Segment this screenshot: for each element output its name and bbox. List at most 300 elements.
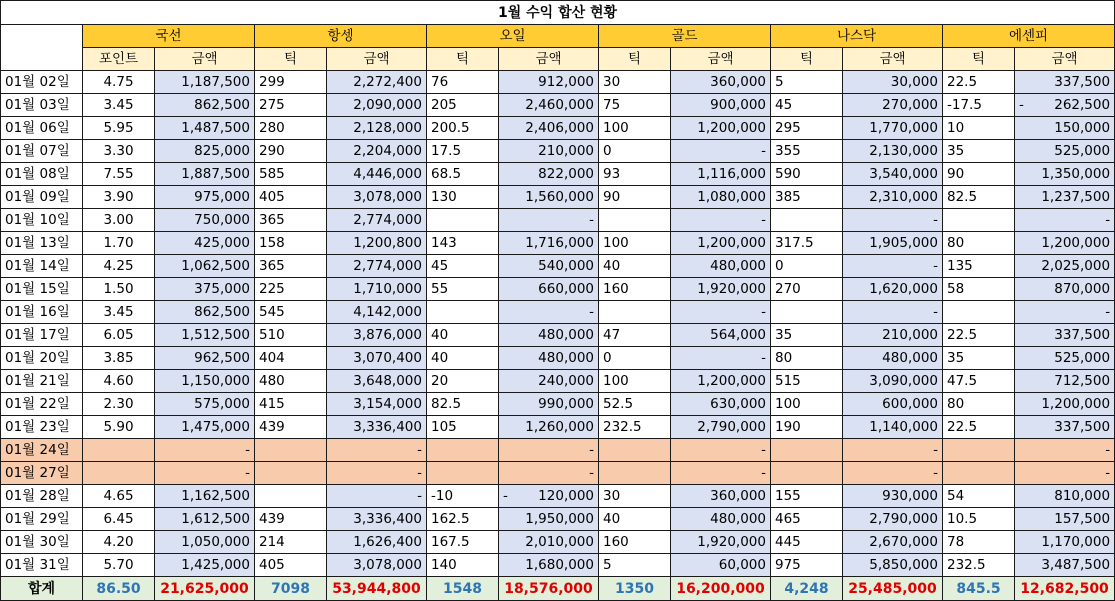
tick-cell[interactable]: 515 <box>771 370 843 393</box>
tick-cell[interactable]: 299 <box>255 71 327 94</box>
tick-cell[interactable] <box>427 209 499 232</box>
tick-cell[interactable]: 90 <box>599 186 671 209</box>
tick-cell[interactable]: 22.5 <box>943 71 1015 94</box>
point-cell[interactable]: 6.45 <box>83 508 155 531</box>
amount-header[interactable]: 금액 <box>155 48 255 71</box>
date-cell[interactable]: 01월 03일 <box>1 94 83 117</box>
tick-cell[interactable] <box>255 439 327 462</box>
amount-cell[interactable] <box>327 71 427 94</box>
amount-cell[interactable] <box>671 186 771 209</box>
amount-cell[interactable] <box>843 71 943 94</box>
tick-cell[interactable]: 40 <box>599 508 671 531</box>
tick-cell[interactable] <box>771 301 843 324</box>
amount-cell[interactable] <box>1015 71 1115 94</box>
amount-cell[interactable] <box>671 232 771 255</box>
amount-cell[interactable] <box>327 324 427 347</box>
date-cell[interactable]: 01월 13일 <box>1 232 83 255</box>
amount-cell[interactable] <box>327 209 427 232</box>
tick-cell[interactable]: 385 <box>771 186 843 209</box>
tick-cell[interactable]: 10 <box>943 117 1015 140</box>
total-ticks[interactable]: 1548 <box>427 577 499 601</box>
amount-cell[interactable] <box>499 508 599 531</box>
tick-cell[interactable]: 405 <box>255 186 327 209</box>
group-header[interactable]: 항셍 <box>255 25 427 48</box>
amount-cell[interactable] <box>1015 393 1115 416</box>
tick-cell[interactable]: 80 <box>943 393 1015 416</box>
amount-cell[interactable] <box>1015 278 1115 301</box>
group-header[interactable]: 국선 <box>83 25 255 48</box>
date-cell[interactable]: 01월 22일 <box>1 393 83 416</box>
amount-cell[interactable] <box>1015 163 1115 186</box>
date-cell[interactable]: 01월 21일 <box>1 370 83 393</box>
amount-cell[interactable] <box>327 485 427 508</box>
tick-cell[interactable]: 45 <box>427 255 499 278</box>
amount-cell[interactable] <box>671 209 771 232</box>
tick-cell[interactable] <box>599 209 671 232</box>
tick-cell[interactable]: 52.5 <box>599 393 671 416</box>
tick-cell[interactable]: 317.5 <box>771 232 843 255</box>
amount-cell[interactable] <box>1015 531 1115 554</box>
amount-cell[interactable] <box>327 370 427 393</box>
tick-cell[interactable]: 465 <box>771 508 843 531</box>
total-amount[interactable]: 16,200,000 <box>671 577 771 601</box>
tick-header[interactable]: 틱 <box>255 48 327 71</box>
amount-cell[interactable] <box>1015 416 1115 439</box>
amount-cell[interactable] <box>671 117 771 140</box>
tick-cell[interactable]: 75 <box>599 94 671 117</box>
sheet-title[interactable]: 1월 수익 합산 현황 <box>1 1 1115 25</box>
tick-cell[interactable]: 355 <box>771 140 843 163</box>
total-amount[interactable]: 21,625,000 <box>155 577 255 601</box>
tick-cell[interactable]: 232.5 <box>943 554 1015 577</box>
amount-cell[interactable] <box>843 140 943 163</box>
amount-cell[interactable] <box>155 163 255 186</box>
amount-cell[interactable] <box>671 278 771 301</box>
point-cell[interactable]: 5.95 <box>83 117 155 140</box>
tick-cell[interactable]: 82.5 <box>943 186 1015 209</box>
amount-cell[interactable] <box>671 508 771 531</box>
tick-cell[interactable] <box>771 439 843 462</box>
tick-cell[interactable] <box>427 439 499 462</box>
tick-cell[interactable]: 405 <box>255 554 327 577</box>
tick-cell[interactable]: 404 <box>255 347 327 370</box>
tick-cell[interactable]: 295 <box>771 117 843 140</box>
tick-cell[interactable]: 58 <box>943 278 1015 301</box>
tick-cell[interactable]: 225 <box>255 278 327 301</box>
amount-header[interactable]: 금액 <box>327 48 427 71</box>
total-amount[interactable]: 18,576,000 <box>499 577 599 601</box>
tick-cell[interactable]: 0 <box>599 347 671 370</box>
total-ticks[interactable]: 1350 <box>599 577 671 601</box>
tick-cell[interactable]: 76 <box>427 71 499 94</box>
date-cell[interactable]: 01월 27일 <box>1 462 83 485</box>
amount-cell[interactable] <box>499 485 599 508</box>
amount-cell[interactable] <box>327 140 427 163</box>
amount-cell[interactable] <box>327 186 427 209</box>
amount-cell[interactable] <box>843 301 943 324</box>
point-cell[interactable]: 1.50 <box>83 278 155 301</box>
group-header[interactable]: 골드 <box>599 25 771 48</box>
amount-cell[interactable] <box>843 554 943 577</box>
tick-cell[interactable]: 190 <box>771 416 843 439</box>
tick-cell[interactable]: 214 <box>255 531 327 554</box>
tick-cell[interactable] <box>599 462 671 485</box>
tick-cell[interactable]: 22.5 <box>943 416 1015 439</box>
amount-cell[interactable] <box>327 508 427 531</box>
tick-cell[interactable] <box>427 301 499 324</box>
amount-cell[interactable] <box>843 508 943 531</box>
point-cell[interactable]: 3.45 <box>83 94 155 117</box>
date-cell[interactable]: 01월 24일 <box>1 439 83 462</box>
tick-cell[interactable]: 55 <box>427 278 499 301</box>
tick-cell[interactable]: 439 <box>255 508 327 531</box>
tick-cell[interactable] <box>771 462 843 485</box>
amount-cell[interactable] <box>499 370 599 393</box>
amount-header[interactable]: 금액 <box>1015 48 1115 71</box>
amount-cell[interactable] <box>1015 301 1115 324</box>
amount-cell[interactable] <box>499 324 599 347</box>
group-header[interactable]: 에센피 <box>943 25 1115 48</box>
amount-cell[interactable] <box>499 393 599 416</box>
point-cell[interactable]: 4.75 <box>83 71 155 94</box>
tick-cell[interactable]: 5 <box>771 71 843 94</box>
amount-cell[interactable] <box>327 117 427 140</box>
amount-cell[interactable] <box>155 508 255 531</box>
tick-cell[interactable]: 585 <box>255 163 327 186</box>
amount-cell[interactable] <box>327 393 427 416</box>
point-cell[interactable]: 4.25 <box>83 255 155 278</box>
tick-cell[interactable]: 510 <box>255 324 327 347</box>
tick-cell[interactable]: 280 <box>255 117 327 140</box>
amount-cell[interactable] <box>499 117 599 140</box>
amount-cell[interactable] <box>843 439 943 462</box>
tick-cell[interactable]: 155 <box>771 485 843 508</box>
tick-cell[interactable] <box>599 439 671 462</box>
tick-cell[interactable]: 80 <box>943 232 1015 255</box>
amount-cell[interactable] <box>843 462 943 485</box>
amount-cell[interactable] <box>1015 255 1115 278</box>
amount-cell[interactable] <box>327 163 427 186</box>
amount-cell[interactable] <box>155 117 255 140</box>
tick-cell[interactable] <box>427 462 499 485</box>
amount-cell[interactable] <box>499 439 599 462</box>
amount-cell[interactable] <box>843 186 943 209</box>
amount-cell[interactable] <box>155 301 255 324</box>
point-cell[interactable]: 4.20 <box>83 531 155 554</box>
tick-cell[interactable]: 232.5 <box>599 416 671 439</box>
amount-header[interactable]: 금액 <box>843 48 943 71</box>
tick-cell[interactable] <box>943 439 1015 462</box>
amount-cell[interactable] <box>327 439 427 462</box>
amount-cell[interactable] <box>155 347 255 370</box>
amount-cell[interactable] <box>155 278 255 301</box>
tick-header[interactable]: 틱 <box>771 48 843 71</box>
amount-cell[interactable] <box>671 393 771 416</box>
tick-cell[interactable]: 162.5 <box>427 508 499 531</box>
amount-cell[interactable] <box>1015 117 1115 140</box>
point-cell[interactable]: 6.05 <box>83 324 155 347</box>
amount-cell[interactable] <box>671 370 771 393</box>
tick-cell[interactable]: 93 <box>599 163 671 186</box>
tick-cell[interactable]: 415 <box>255 393 327 416</box>
tick-cell[interactable]: 0 <box>599 140 671 163</box>
tick-cell[interactable]: 200.5 <box>427 117 499 140</box>
amount-cell[interactable] <box>155 370 255 393</box>
amount-header[interactable]: 금액 <box>499 48 599 71</box>
point-cell[interactable]: 3.45 <box>83 301 155 324</box>
tick-cell[interactable]: 30 <box>599 485 671 508</box>
point-cell[interactable]: 2.30 <box>83 393 155 416</box>
tick-cell[interactable]: 22.5 <box>943 324 1015 347</box>
tick-cell[interactable]: -10 <box>427 485 499 508</box>
tick-cell[interactable]: 82.5 <box>427 393 499 416</box>
date-cell[interactable]: 01월 17일 <box>1 324 83 347</box>
date-cell[interactable]: 01월 20일 <box>1 347 83 370</box>
amount-header[interactable]: 금액 <box>671 48 771 71</box>
tick-cell[interactable]: 160 <box>599 278 671 301</box>
point-cell[interactable]: 5.90 <box>83 416 155 439</box>
tick-cell[interactable]: 40 <box>599 255 671 278</box>
point-cell[interactable]: 3.85 <box>83 347 155 370</box>
tick-cell[interactable]: 590 <box>771 163 843 186</box>
amount-cell[interactable] <box>671 163 771 186</box>
amount-cell[interactable] <box>155 94 255 117</box>
tick-cell[interactable]: 35 <box>771 324 843 347</box>
amount-cell[interactable] <box>499 232 599 255</box>
amount-cell[interactable] <box>843 393 943 416</box>
tick-cell[interactable] <box>255 485 327 508</box>
tick-cell[interactable]: 545 <box>255 301 327 324</box>
tick-cell[interactable] <box>255 462 327 485</box>
point-cell[interactable] <box>83 439 155 462</box>
tick-header[interactable]: 틱 <box>599 48 671 71</box>
tick-cell[interactable]: 10.5 <box>943 508 1015 531</box>
total-ticks[interactable]: 4,248 <box>771 577 843 601</box>
amount-cell[interactable] <box>671 439 771 462</box>
amount-cell[interactable] <box>499 347 599 370</box>
tick-cell[interactable]: 105 <box>427 416 499 439</box>
amount-cell[interactable] <box>327 554 427 577</box>
amount-cell[interactable] <box>327 278 427 301</box>
amount-cell[interactable] <box>155 554 255 577</box>
tick-cell[interactable]: 100 <box>599 232 671 255</box>
amount-cell[interactable] <box>671 485 771 508</box>
tick-cell[interactable]: 365 <box>255 209 327 232</box>
amount-cell[interactable] <box>671 301 771 324</box>
tick-cell[interactable]: 143 <box>427 232 499 255</box>
amount-cell[interactable] <box>671 140 771 163</box>
amount-cell[interactable] <box>1015 140 1115 163</box>
amount-cell[interactable] <box>1015 462 1115 485</box>
tick-cell[interactable]: 35 <box>943 140 1015 163</box>
amount-cell[interactable] <box>843 255 943 278</box>
tick-header[interactable]: 틱 <box>427 48 499 71</box>
tick-cell[interactable] <box>771 209 843 232</box>
tick-cell[interactable]: 90 <box>943 163 1015 186</box>
date-cell[interactable]: 01월 15일 <box>1 278 83 301</box>
tick-cell[interactable]: 100 <box>599 370 671 393</box>
amount-cell[interactable] <box>843 117 943 140</box>
amount-cell[interactable] <box>843 531 943 554</box>
amount-cell[interactable] <box>1015 347 1115 370</box>
amount-cell[interactable] <box>499 209 599 232</box>
amount-cell[interactable] <box>499 94 599 117</box>
amount-cell[interactable] <box>327 94 427 117</box>
tick-cell[interactable]: -17.5 <box>943 94 1015 117</box>
total-amount[interactable]: 25,485,000 <box>843 577 943 601</box>
amount-cell[interactable] <box>499 255 599 278</box>
amount-cell[interactable] <box>327 301 427 324</box>
amount-cell[interactable] <box>671 255 771 278</box>
amount-cell[interactable] <box>499 416 599 439</box>
amount-cell[interactable] <box>1015 324 1115 347</box>
tick-cell[interactable]: 975 <box>771 554 843 577</box>
tick-cell[interactable]: 160 <box>599 531 671 554</box>
amount-cell[interactable] <box>155 232 255 255</box>
date-cell[interactable]: 01월 06일 <box>1 117 83 140</box>
amount-cell[interactable] <box>499 71 599 94</box>
point-cell[interactable]: 1.70 <box>83 232 155 255</box>
amount-cell[interactable] <box>843 370 943 393</box>
tick-cell[interactable]: 40 <box>427 347 499 370</box>
amount-cell[interactable] <box>1015 370 1115 393</box>
point-cell[interactable]: 4.60 <box>83 370 155 393</box>
tick-cell[interactable]: 45 <box>771 94 843 117</box>
tick-cell[interactable]: 0 <box>771 255 843 278</box>
amount-cell[interactable] <box>671 347 771 370</box>
date-cell[interactable]: 01월 28일 <box>1 485 83 508</box>
tick-cell[interactable]: 35 <box>943 347 1015 370</box>
tick-cell[interactable]: 480 <box>255 370 327 393</box>
amount-cell[interactable] <box>671 324 771 347</box>
tick-cell[interactable]: 47 <box>599 324 671 347</box>
amount-cell[interactable] <box>155 531 255 554</box>
amount-cell[interactable] <box>1015 209 1115 232</box>
tick-header[interactable]: 틱 <box>943 48 1015 71</box>
amount-cell[interactable] <box>327 531 427 554</box>
amount-cell[interactable] <box>327 462 427 485</box>
amount-cell[interactable] <box>155 186 255 209</box>
point-cell[interactable] <box>83 462 155 485</box>
amount-cell[interactable] <box>155 255 255 278</box>
amount-cell[interactable] <box>843 485 943 508</box>
corner-cell[interactable] <box>1 25 83 71</box>
tick-cell[interactable]: 78 <box>943 531 1015 554</box>
tick-cell[interactable]: 17.5 <box>427 140 499 163</box>
point-cell[interactable]: 4.65 <box>83 485 155 508</box>
date-cell[interactable]: 01월 16일 <box>1 301 83 324</box>
amount-cell[interactable] <box>155 71 255 94</box>
tick-cell[interactable]: 100 <box>599 117 671 140</box>
tick-cell[interactable]: 158 <box>255 232 327 255</box>
tick-cell[interactable]: 135 <box>943 255 1015 278</box>
amount-cell[interactable] <box>1015 186 1115 209</box>
tick-cell[interactable]: 290 <box>255 140 327 163</box>
amount-cell[interactable] <box>1015 485 1115 508</box>
date-cell[interactable]: 01월 07일 <box>1 140 83 163</box>
amount-cell[interactable] <box>499 278 599 301</box>
amount-cell[interactable] <box>499 140 599 163</box>
amount-cell[interactable] <box>327 232 427 255</box>
total-amount[interactable]: 53,944,800 <box>327 577 427 601</box>
amount-cell[interactable] <box>155 416 255 439</box>
amount-cell[interactable] <box>1015 439 1115 462</box>
date-cell[interactable]: 01월 14일 <box>1 255 83 278</box>
total-amount[interactable]: 12,682,500 <box>1015 577 1115 601</box>
tick-cell[interactable]: 445 <box>771 531 843 554</box>
amount-cell[interactable] <box>843 347 943 370</box>
point-cell[interactable]: 3.30 <box>83 140 155 163</box>
amount-cell[interactable] <box>499 554 599 577</box>
date-cell[interactable]: 01월 09일 <box>1 186 83 209</box>
group-header[interactable]: 오일 <box>427 25 599 48</box>
amount-cell[interactable] <box>499 163 599 186</box>
group-header[interactable]: 나스닥 <box>771 25 943 48</box>
amount-cell[interactable] <box>843 209 943 232</box>
tick-cell[interactable]: 270 <box>771 278 843 301</box>
amount-cell[interactable] <box>499 462 599 485</box>
point-cell[interactable]: 3.00 <box>83 209 155 232</box>
tick-cell[interactable]: 275 <box>255 94 327 117</box>
amount-cell[interactable] <box>155 209 255 232</box>
amount-cell[interactable] <box>843 94 943 117</box>
total-label[interactable]: 합계 <box>1 577 83 601</box>
tick-cell[interactable]: 130 <box>427 186 499 209</box>
tick-cell[interactable]: 30 <box>599 71 671 94</box>
tick-cell[interactable]: 40 <box>427 324 499 347</box>
amount-cell[interactable] <box>1015 94 1115 117</box>
date-cell[interactable]: 01월 31일 <box>1 554 83 577</box>
tick-cell[interactable] <box>943 301 1015 324</box>
amount-cell[interactable] <box>671 462 771 485</box>
tick-cell[interactable]: 365 <box>255 255 327 278</box>
amount-cell[interactable] <box>843 163 943 186</box>
point-header[interactable]: 포인트 <box>83 48 155 71</box>
total-ticks[interactable]: 845.5 <box>943 577 1015 601</box>
amount-cell[interactable] <box>327 255 427 278</box>
amount-cell[interactable] <box>155 462 255 485</box>
amount-cell[interactable] <box>671 71 771 94</box>
amount-cell[interactable] <box>499 186 599 209</box>
amount-cell[interactable] <box>671 554 771 577</box>
date-cell[interactable]: 01월 23일 <box>1 416 83 439</box>
point-cell[interactable]: 7.55 <box>83 163 155 186</box>
date-cell[interactable]: 01월 30일 <box>1 531 83 554</box>
tick-cell[interactable]: 47.5 <box>943 370 1015 393</box>
total-ticks[interactable]: 86.50 <box>83 577 155 601</box>
tick-cell[interactable] <box>599 301 671 324</box>
tick-cell[interactable] <box>943 209 1015 232</box>
date-cell[interactable]: 01월 08일 <box>1 163 83 186</box>
amount-cell[interactable] <box>155 439 255 462</box>
tick-cell[interactable]: 439 <box>255 416 327 439</box>
amount-cell[interactable] <box>327 416 427 439</box>
tick-cell[interactable]: 54 <box>943 485 1015 508</box>
tick-cell[interactable]: 205 <box>427 94 499 117</box>
date-cell[interactable]: 01월 29일 <box>1 508 83 531</box>
amount-cell[interactable] <box>671 531 771 554</box>
tick-cell[interactable]: 100 <box>771 393 843 416</box>
amount-cell[interactable] <box>499 301 599 324</box>
tick-cell[interactable]: 5 <box>599 554 671 577</box>
tick-cell[interactable]: 140 <box>427 554 499 577</box>
amount-cell[interactable] <box>155 140 255 163</box>
amount-cell[interactable] <box>843 324 943 347</box>
amount-cell[interactable] <box>155 485 255 508</box>
amount-cell[interactable] <box>499 531 599 554</box>
amount-cell[interactable] <box>843 232 943 255</box>
tick-cell[interactable]: 80 <box>771 347 843 370</box>
